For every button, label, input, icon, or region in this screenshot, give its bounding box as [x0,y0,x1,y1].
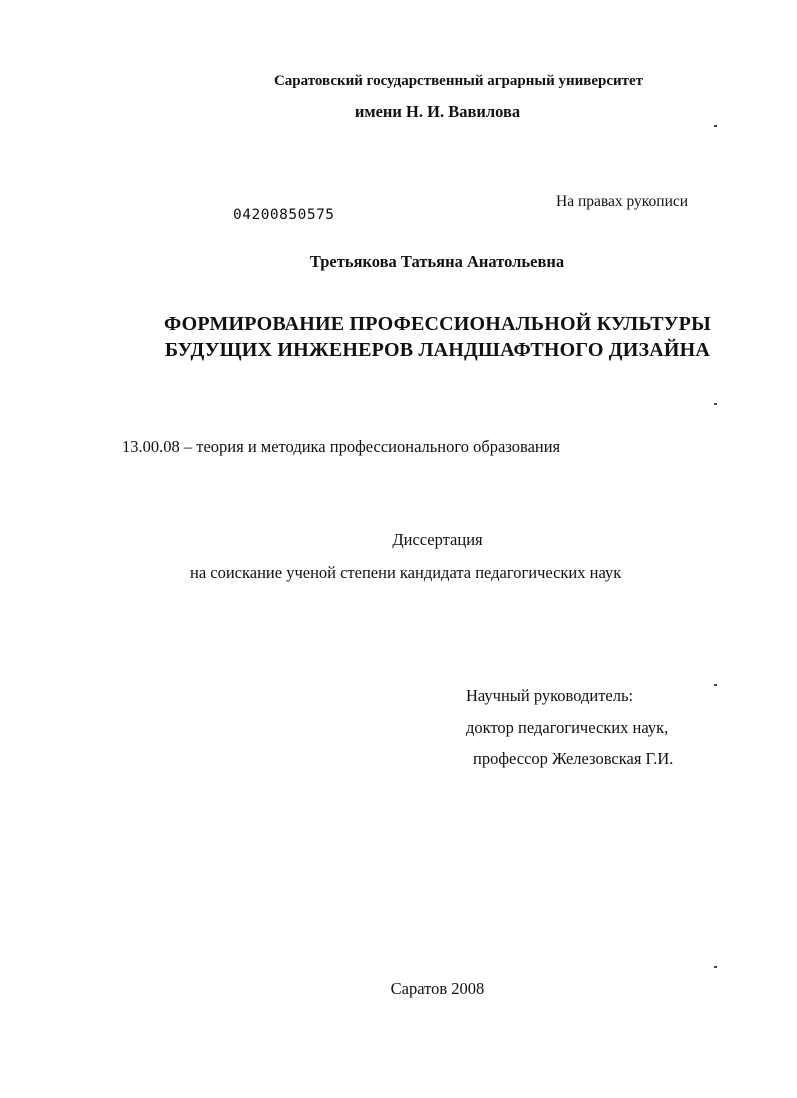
city-year: Саратов 2008 [390,979,485,998]
scan-mark [714,684,717,686]
author-name: Третьякова Татьяна Анатольевна [309,252,565,271]
scan-mark [714,403,717,405]
scan-mark [714,125,717,127]
specialty-code: 13.00.08 – теория и методика профессионального образования [122,437,561,456]
university-named-after: имени Н. И. Вавилова [354,102,521,121]
document-type: Диссертация [392,530,483,549]
supervisor-name: профессор Железовская Г.И. [473,749,674,768]
degree-sought: на соискание ученой степени кандидата педагогических наук [190,563,622,582]
dissertation-title-line-1: ФОРМИРОВАНИЕ ПРОФЕССИОНАЛЬНОЙ КУЛЬТУРЫ [164,313,711,335]
scan-mark [714,966,717,968]
supervisor-label: Научный руководитель: [466,686,634,705]
serial-number-stamp: 04200850575 [233,207,335,223]
dissertation-title-line-2: БУДУЩИХ ИНЖЕНЕРОВ ЛАНДШАФТНОГО ДИЗАЙНА [164,339,711,361]
supervisor-degree: доктор педагогических наук, [466,718,669,737]
rights-notice: На правах рукописи [556,193,689,210]
university-name: Саратовский государственный аграрный университет [273,73,644,89]
